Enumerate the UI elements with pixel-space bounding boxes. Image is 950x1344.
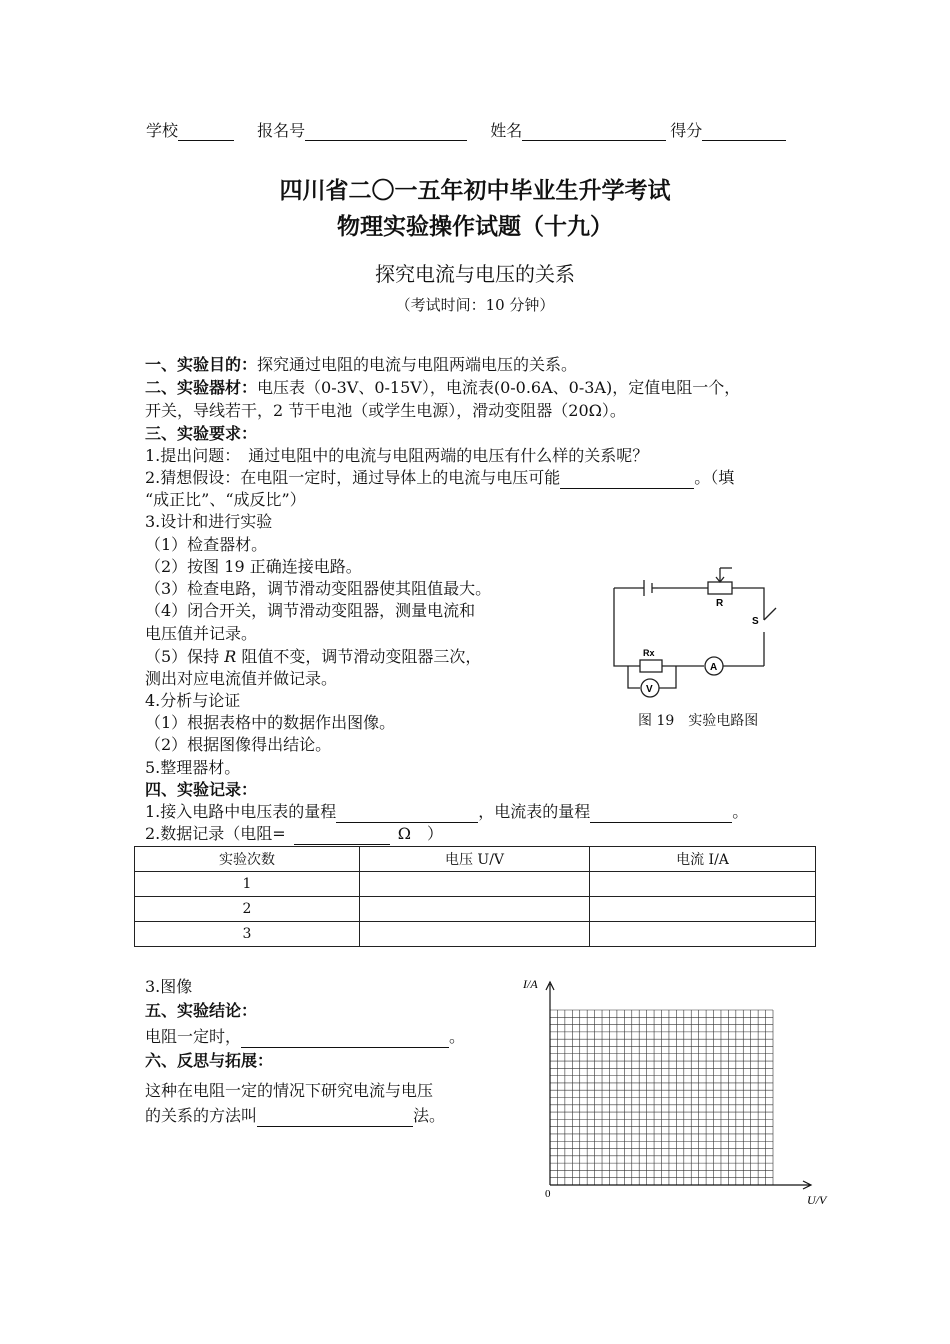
exam-no-label: 报名号	[257, 121, 306, 140]
record-text: Ω ）	[397, 824, 443, 843]
conclusion-text: 电阻一定时，	[145, 1027, 242, 1046]
record-text: ，电流表的量程	[478, 802, 591, 821]
record-2	[145, 823, 443, 845]
section-text: 探究通过电阻的电流与电阻两端电压的关系。	[257, 355, 578, 374]
school-label: 学校	[146, 121, 179, 140]
step-text: 阻值不变，调节滑动变阻器三次，	[236, 647, 482, 666]
current-cell[interactable]	[590, 922, 816, 947]
trial-cell: 1	[135, 872, 360, 897]
header-current: 电流 I/A	[590, 847, 816, 872]
question-5: 5.整理器材。	[145, 758, 241, 777]
section-2	[145, 377, 740, 399]
record-text: 2.数据记录（电阻=	[145, 824, 286, 843]
question-text: 。（填	[694, 468, 735, 487]
label-r: R	[716, 598, 724, 609]
conclusion	[145, 1026, 465, 1048]
section-heading: 六、反思与拓展：	[145, 1051, 274, 1070]
reflection-2	[145, 1105, 445, 1127]
section-heading: 一、实验目的：	[145, 355, 258, 374]
step-2: （2）按图 19 正确连接电路。	[145, 557, 362, 576]
step-5	[145, 646, 481, 668]
label-rx: Rx	[643, 648, 655, 658]
current-cell[interactable]	[590, 872, 816, 897]
hypothesis-blank[interactable]	[560, 472, 694, 489]
table-row	[135, 897, 816, 922]
trial-cell: 3	[135, 922, 360, 947]
section-heading: 三、实验要求：	[145, 424, 258, 443]
y-axis-label: I/A	[523, 977, 538, 991]
circuit-diagram	[600, 560, 780, 700]
question-4: 4.分析与论证	[145, 691, 241, 710]
ammeter-range-blank[interactable]	[590, 806, 732, 823]
voltage-cell[interactable]	[360, 897, 590, 922]
section-1	[145, 354, 577, 376]
section-heading: 四、实验记录：	[145, 780, 258, 799]
header-voltage: 电压 U/V	[360, 847, 590, 872]
section-2-cont: 开关，导线若干，2 节干电池（或学生电源），滑动变阻器（20Ω）。	[145, 401, 626, 420]
step-text: （5）保持	[145, 647, 225, 666]
question-3: 3.设计和进行实验	[145, 512, 273, 531]
question-text: 2.猜想假设：在电阻一定时，通过导体上的电流与电压可能	[145, 468, 561, 487]
record-1	[145, 801, 748, 823]
section-heading: 二、实验器材：	[145, 378, 258, 397]
voltage-cell[interactable]	[360, 872, 590, 897]
data-table	[134, 846, 816, 947]
header-trial: 实验次数	[135, 847, 360, 872]
question-2	[145, 467, 734, 489]
origin-label: 0	[545, 1188, 551, 1200]
step-5-cont: 测出对应电流值并做记录。	[145, 669, 338, 688]
table-row	[135, 922, 816, 947]
label-a: A	[710, 662, 718, 673]
name-label: 姓名	[490, 121, 523, 140]
header-fields	[146, 118, 786, 141]
score-field[interactable]	[702, 124, 786, 141]
page-title: 四川省二〇一五年初中毕业生升学考试	[279, 178, 671, 204]
step-4-2: （2）根据图像得出结论。	[145, 735, 332, 754]
record-text: 1.接入电路中电压表的量程	[145, 802, 337, 821]
question-1: 1.提出问题： 通过电阻中的电流与电阻两端的电压有什么样的关系呢？	[145, 446, 649, 465]
step-4-1: （1）根据表格中的数据作出图像。	[145, 713, 396, 732]
conclusion-text: 。	[449, 1027, 466, 1046]
record-text: 。	[732, 802, 749, 821]
step-1: （1）检查器材。	[145, 535, 268, 554]
reflection-text: 法。	[413, 1106, 446, 1125]
section-5-heading	[145, 1000, 257, 1022]
step-3: （3）检查电路，调节滑动变阻器使其阻值最大。	[145, 579, 492, 598]
trial-cell: 2	[135, 897, 360, 922]
variable-r: R	[224, 647, 237, 666]
resistance-blank[interactable]	[294, 828, 390, 845]
reflection-1: 这种在电阻一定的情况下研究电流与电压	[145, 1081, 434, 1100]
exam-time: （考试时间：10 分钟）	[395, 296, 555, 314]
section-text: 电压表（0-3V、0-15V），电流表(0-0.6A、0-3A)，定值电阻一个，	[257, 378, 741, 397]
score-label: 得分	[670, 121, 703, 140]
figure-caption: 图 19 实验电路图	[638, 713, 759, 729]
page-title-2: 物理实验操作试题（十九）	[337, 214, 613, 240]
rheostat-body	[708, 582, 732, 594]
section-4-heading	[145, 779, 257, 801]
name-field[interactable]	[522, 124, 666, 141]
voltage-cell[interactable]	[360, 922, 590, 947]
switch-blade	[764, 608, 776, 620]
resistor-rx-body	[640, 660, 662, 672]
conclusion-blank[interactable]	[241, 1031, 449, 1048]
school-field[interactable]	[178, 124, 234, 141]
section-6-heading	[145, 1050, 273, 1072]
record-3: 3.图像	[145, 977, 193, 996]
step-4: （4）闭合开关，调节滑动变阻器，测量电流和	[145, 601, 476, 620]
table-row	[135, 872, 816, 897]
graph-area	[515, 970, 845, 1210]
label-s: S	[752, 616, 759, 627]
voltmeter-range-blank[interactable]	[336, 806, 478, 823]
section-heading: 五、实验结论：	[145, 1001, 258, 1020]
reflection-text: 的关系的方法叫	[145, 1106, 258, 1125]
method-blank[interactable]	[257, 1110, 413, 1127]
x-axis-label: U/V	[807, 1193, 827, 1207]
current-cell[interactable]	[590, 897, 816, 922]
table-header-row	[135, 847, 816, 872]
experiment-title: 探究电流与电压的关系	[375, 262, 575, 286]
label-v: V	[646, 684, 653, 695]
section-3-heading	[145, 423, 257, 445]
step-4-cont: 电压值并记录。	[145, 624, 258, 643]
exam-no-field[interactable]	[305, 124, 467, 141]
question-2-cont: “成正比”、“成反比”）	[145, 490, 306, 509]
